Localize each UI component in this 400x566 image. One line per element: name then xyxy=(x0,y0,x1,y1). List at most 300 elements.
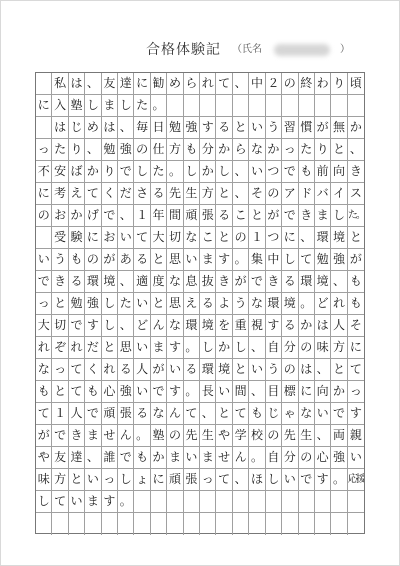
grid-cell: 中 xyxy=(249,73,265,95)
grid-cell: 強 xyxy=(118,381,134,403)
grid-cell: せ xyxy=(102,425,118,447)
grid-cell: 味 xyxy=(315,337,331,359)
grid-cell: い xyxy=(69,491,85,513)
grid-cell: 頑 xyxy=(167,469,183,491)
grid-cell: た xyxy=(151,161,167,183)
grid-cell: し xyxy=(118,469,134,491)
grid-cell: げ xyxy=(85,205,101,227)
grid-cell: そ xyxy=(348,315,364,337)
grid-cell: き xyxy=(52,271,68,293)
grid-cell: 勉 xyxy=(69,293,85,315)
grid-cell: 大 xyxy=(36,315,52,337)
grid-cell: も xyxy=(184,139,200,161)
grid-cell: す xyxy=(266,315,282,337)
grid-cell: 。 xyxy=(249,447,265,469)
grid-cell: 。 xyxy=(233,249,249,271)
grid-cell: し xyxy=(216,161,232,183)
essay-line xyxy=(36,161,364,183)
grid-cell: も xyxy=(134,447,150,469)
grid-cell: い xyxy=(249,161,265,183)
grid-cell: で xyxy=(118,161,134,183)
grid-cell: 張 xyxy=(200,205,216,227)
grid-cell: 考 xyxy=(52,183,68,205)
grid-cell: と xyxy=(216,227,232,249)
grid-cell: は xyxy=(299,359,315,381)
grid-cell: い xyxy=(348,447,364,469)
grid-cell: は xyxy=(69,73,85,95)
grid-cell: 人 xyxy=(134,359,150,381)
grid-cell: れ xyxy=(102,359,118,381)
grid-cell: て xyxy=(233,403,249,425)
grid-cell: １ xyxy=(52,403,68,425)
grid-cell: 年 xyxy=(151,205,167,227)
grid-cell: し xyxy=(331,205,347,227)
grid-cell: 両 xyxy=(331,425,347,447)
grid-cell: ま xyxy=(85,491,101,513)
grid-cell: 、 xyxy=(348,139,364,161)
grid-cell: 勧 xyxy=(151,73,167,95)
grid-cell: か xyxy=(266,139,282,161)
grid-cell: 先 xyxy=(184,425,200,447)
grid-cell: い xyxy=(216,381,232,403)
grid-cell xyxy=(151,513,167,535)
grid-cell xyxy=(315,491,331,513)
grid-cell xyxy=(282,95,298,117)
grid-cell: バ xyxy=(315,183,331,205)
grid-cell: 環 xyxy=(200,359,216,381)
grid-cell: こ xyxy=(200,227,216,249)
grid-cell: の xyxy=(266,425,282,447)
grid-cell: す xyxy=(85,315,101,337)
grid-cell xyxy=(233,491,249,513)
grid-cell: イ xyxy=(331,183,347,205)
grid-cell: れ xyxy=(69,337,85,359)
grid-cell: ま xyxy=(102,95,118,117)
grid-cell: す xyxy=(102,491,118,513)
grid-cell xyxy=(299,513,315,535)
grid-cell: 塾 xyxy=(151,425,167,447)
grid-cell xyxy=(36,73,52,95)
grid-cell: ま xyxy=(200,249,216,271)
grid-cell: す xyxy=(348,403,364,425)
grid-cell: て xyxy=(85,183,101,205)
grid-cell: 友 xyxy=(102,73,118,95)
grid-cell: て xyxy=(216,469,232,491)
grid-cell: な xyxy=(167,271,183,293)
grid-cell: だ xyxy=(85,337,101,359)
grid-cell: 毎 xyxy=(134,117,150,139)
grid-cell: う xyxy=(266,359,282,381)
grid-cell: し xyxy=(102,315,118,337)
grid-cell: よ xyxy=(216,293,232,315)
grid-cell: ゃ xyxy=(282,403,298,425)
grid-cell: 、 xyxy=(118,315,134,337)
grid-cell: し xyxy=(266,469,282,491)
grid-cell: た xyxy=(134,95,150,117)
grid-cell xyxy=(36,117,52,139)
grid-cell: 安 xyxy=(52,161,68,183)
grid-cell: 仕 xyxy=(151,139,167,161)
grid-cell: ば xyxy=(69,161,85,183)
grid-cell: る xyxy=(282,271,298,293)
grid-cell: 。 xyxy=(184,337,200,359)
grid-cell: １ xyxy=(134,205,150,227)
grid-cell: 親 xyxy=(348,425,364,447)
grid-cell: そ xyxy=(249,183,265,205)
grid-cell: 。 xyxy=(151,95,167,117)
grid-cell xyxy=(282,491,298,513)
grid-cell: で xyxy=(331,403,347,425)
grid-cell: ま xyxy=(315,205,331,227)
grid-cell: 味 xyxy=(36,469,52,491)
grid-cell: 大 xyxy=(151,227,167,249)
grid-cell: す xyxy=(216,249,232,271)
grid-cell: し xyxy=(85,95,101,117)
essay-line xyxy=(36,513,364,535)
grid-cell: つ xyxy=(266,161,282,183)
grid-cell: 自 xyxy=(266,337,282,359)
grid-cell: と xyxy=(249,205,265,227)
grid-cell: 、 xyxy=(85,139,101,161)
grid-cell: 重 xyxy=(233,315,249,337)
grid-cell: と xyxy=(102,337,118,359)
grid-cell: も xyxy=(348,271,364,293)
grid-cell: の xyxy=(299,337,315,359)
essay-line xyxy=(36,271,364,293)
essay-line xyxy=(36,205,364,227)
grid-cell: い xyxy=(184,249,200,271)
grid-cell: 終 xyxy=(299,73,315,95)
grid-cell: か xyxy=(216,139,232,161)
grid-cell: の xyxy=(282,359,298,381)
grid-cell: な xyxy=(151,403,167,425)
grid-cell: て xyxy=(52,491,68,513)
grid-cell: に xyxy=(36,183,52,205)
grid-cell xyxy=(266,491,282,513)
grid-cell: 間 xyxy=(233,381,249,403)
grid-cell: い xyxy=(184,447,200,469)
grid-cell: う xyxy=(52,249,68,271)
grid-cell: し xyxy=(134,161,150,183)
grid-cell: と xyxy=(52,381,68,403)
grid-cell xyxy=(282,513,298,535)
grid-cell: く xyxy=(102,183,118,205)
grid-cell: が xyxy=(233,271,249,293)
grid-cell xyxy=(249,491,265,513)
grid-cell: 頃 xyxy=(348,73,364,95)
page-title: 合格体験記 xyxy=(146,42,221,58)
grid-cell xyxy=(299,491,315,513)
grid-cell: ん xyxy=(118,425,134,447)
grid-cell: め xyxy=(85,117,101,139)
grid-cell: 境 xyxy=(200,315,216,337)
grid-cell: っ xyxy=(348,381,364,403)
grid-cell: て xyxy=(36,403,52,425)
grid-cell: も xyxy=(69,249,85,271)
grid-cell: し xyxy=(200,337,216,359)
grid-cell: ど xyxy=(315,293,331,315)
grid-cell: 向 xyxy=(315,381,331,403)
grid-cell: 、 xyxy=(233,469,249,491)
grid-cell: も xyxy=(348,293,364,315)
grid-cell: の xyxy=(85,249,101,271)
grid-cell: き xyxy=(266,271,282,293)
grid-cell: 。 xyxy=(118,491,134,513)
grid-cell: な xyxy=(167,315,183,337)
grid-cell: と xyxy=(233,359,249,381)
grid-cell xyxy=(52,513,68,535)
grid-cell: 先 xyxy=(282,425,298,447)
grid-cell: や xyxy=(36,447,52,469)
grid-cell: 境 xyxy=(315,271,331,293)
grid-cell: る xyxy=(184,359,200,381)
grid-cell: ほ xyxy=(249,469,265,491)
grid-cell: 学 xyxy=(233,425,249,447)
grid-cell: に xyxy=(85,227,101,249)
grid-cell: で xyxy=(85,403,101,425)
grid-cell xyxy=(200,491,216,513)
grid-cell: じ xyxy=(266,403,282,425)
grid-cell: る xyxy=(134,403,150,425)
grid-cell: ま xyxy=(85,425,101,447)
grid-cell: も xyxy=(36,381,52,403)
grid-cell: に xyxy=(282,227,298,249)
header xyxy=(0,38,400,62)
grid-cell: 間 xyxy=(167,205,183,227)
grid-cell: や xyxy=(216,425,232,447)
grid-cell: 達 xyxy=(118,73,134,95)
grid-cell: る xyxy=(118,359,134,381)
grid-cell: 方 xyxy=(52,469,68,491)
grid-cell xyxy=(216,491,232,513)
grid-cell xyxy=(118,513,134,535)
grid-cell: い xyxy=(249,117,265,139)
grid-cell: し xyxy=(36,491,52,513)
grid-cell: 、 xyxy=(200,403,216,425)
grid-cell: 人 xyxy=(331,315,347,337)
grid-cell: ょ xyxy=(134,469,150,491)
grid-cell: す xyxy=(167,381,183,403)
grid-cell: 応援 xyxy=(348,469,364,491)
grid-cell: ど xyxy=(134,315,150,337)
grid-cell: っ xyxy=(200,469,216,491)
grid-cell: 慣 xyxy=(299,117,315,139)
grid-cell: 方 xyxy=(200,183,216,205)
grid-cell: い xyxy=(315,403,331,425)
grid-cell: 入 xyxy=(52,95,68,117)
essay-line xyxy=(36,227,364,249)
grid-cell: 方 xyxy=(331,337,347,359)
grid-cell xyxy=(315,95,331,117)
essay-line xyxy=(36,315,364,337)
grid-cell: め xyxy=(167,73,183,95)
grid-cell xyxy=(249,513,265,535)
essay-line xyxy=(36,337,364,359)
grid-cell: ぞ xyxy=(52,337,68,359)
grid-cell: る xyxy=(69,271,85,293)
grid-cell: 思 xyxy=(118,337,134,359)
grid-cell: じ xyxy=(69,117,85,139)
grid-cell: と xyxy=(151,249,167,271)
grid-cell: い xyxy=(249,359,265,381)
grid-cell xyxy=(151,491,167,513)
name-close-paren: ） xyxy=(340,44,350,55)
grid-cell: 、 xyxy=(118,117,134,139)
grid-cell: し xyxy=(282,249,298,271)
grid-cell: す xyxy=(315,469,331,491)
grid-cell: し xyxy=(184,161,200,183)
grid-cell: 頑 xyxy=(102,403,118,425)
grid-cell: 、 xyxy=(233,161,249,183)
grid-cell xyxy=(315,513,331,535)
grid-cell: 標 xyxy=(282,381,298,403)
grid-cell: っ xyxy=(36,139,52,161)
grid-cell: 分 xyxy=(282,337,298,359)
grid-cell: 私 xyxy=(52,73,68,95)
grid-cell: と xyxy=(216,403,232,425)
grid-cell: 友 xyxy=(52,447,68,469)
grid-cell xyxy=(167,491,183,513)
grid-cell xyxy=(299,95,315,117)
grid-cell xyxy=(200,513,216,535)
grid-cell: １ xyxy=(249,227,265,249)
grid-cell: 、 xyxy=(315,425,331,447)
grid-cell: れ xyxy=(331,293,347,315)
grid-cell: う xyxy=(233,293,249,315)
grid-cell: る xyxy=(216,117,232,139)
grid-cell: き xyxy=(69,425,85,447)
name-label: （氏名 xyxy=(232,44,262,55)
grid-cell: つ xyxy=(266,227,282,249)
grid-cell: 、 xyxy=(85,447,101,469)
grid-cell: 視 xyxy=(249,315,265,337)
grid-cell: 強 xyxy=(331,249,347,271)
grid-cell: か xyxy=(331,381,347,403)
grid-cell: の xyxy=(266,183,282,205)
grid-cell: う xyxy=(266,117,282,139)
essay-line xyxy=(36,293,364,315)
grid-cell: と xyxy=(151,293,167,315)
grid-cell: て xyxy=(299,249,315,271)
grid-cell: て xyxy=(348,359,364,381)
grid-cell: る xyxy=(216,205,232,227)
grid-cell: も xyxy=(249,403,265,425)
grid-cell xyxy=(266,513,282,535)
grid-cell: い xyxy=(36,249,52,271)
grid-cell: で xyxy=(249,271,265,293)
grid-cell xyxy=(167,513,183,535)
grid-cell: ま xyxy=(167,447,183,469)
grid-cell: が xyxy=(315,117,331,139)
grid-cell: し xyxy=(118,95,134,117)
grid-cell: 境 xyxy=(331,227,347,249)
grid-cell: と xyxy=(331,139,347,161)
grid-cell: 目 xyxy=(266,381,282,403)
grid-cell: れ xyxy=(36,337,52,359)
grid-cell: 方 xyxy=(167,139,183,161)
grid-cell xyxy=(85,513,101,535)
grid-cell: 分 xyxy=(282,447,298,469)
grid-cell: 習 xyxy=(282,117,298,139)
grid-cell: 、 xyxy=(85,73,101,95)
grid-cell: 、 xyxy=(331,271,347,293)
grid-cell: し xyxy=(102,293,118,315)
grid-cell: な xyxy=(299,403,315,425)
grid-cell: が xyxy=(266,205,282,227)
grid-cell: 塾 xyxy=(69,95,85,117)
grid-cell: 切 xyxy=(167,227,183,249)
grid-cell: ん xyxy=(151,315,167,337)
grid-cell: で xyxy=(151,381,167,403)
grid-cell: の xyxy=(233,227,249,249)
grid-cell xyxy=(69,513,85,535)
grid-cell: 集 xyxy=(249,249,265,271)
grid-cell: の xyxy=(134,139,150,161)
grid-cell: 強 xyxy=(118,139,134,161)
grid-cell xyxy=(200,95,216,117)
grid-cell xyxy=(233,513,249,535)
grid-cell: 達 xyxy=(69,447,85,469)
grid-cell: も xyxy=(85,381,101,403)
grid-cell: 長 xyxy=(200,381,216,403)
grid-cell: で xyxy=(36,271,52,293)
grid-cell: 勉 xyxy=(102,139,118,161)
grid-cell: せ xyxy=(216,447,232,469)
grid-cell: こ xyxy=(233,205,249,227)
grid-cell: か xyxy=(216,337,232,359)
grid-cell: の xyxy=(36,205,52,227)
grid-cell: が xyxy=(102,249,118,271)
grid-cell: ら xyxy=(233,139,249,161)
grid-cell: あ xyxy=(118,249,134,271)
grid-cell: 強 xyxy=(331,447,347,469)
essay-line xyxy=(36,183,364,205)
grid-cell xyxy=(348,491,364,513)
grid-cell: ま xyxy=(151,337,167,359)
grid-cell: ア xyxy=(282,183,298,205)
grid-cell: を xyxy=(216,315,232,337)
grid-cell: 環 xyxy=(85,271,101,293)
grid-cell xyxy=(134,513,150,535)
grid-cell: 切 xyxy=(52,315,68,337)
grid-cell: 、 xyxy=(233,73,249,95)
grid-cell: い xyxy=(134,293,150,315)
grid-cell xyxy=(331,95,347,117)
grid-cell: な xyxy=(249,139,265,161)
grid-cell: と xyxy=(52,293,68,315)
grid-cell: 生 xyxy=(200,425,216,447)
grid-cell: 校 xyxy=(249,425,265,447)
essay-line xyxy=(36,425,364,447)
grid-cell xyxy=(102,513,118,535)
grid-cell: 境 xyxy=(216,359,232,381)
grid-cell: ２ xyxy=(266,73,282,95)
grid-cell: る xyxy=(200,293,216,315)
grid-cell: 。 xyxy=(331,469,347,491)
grid-cell: お xyxy=(52,205,68,227)
grid-cell xyxy=(36,227,52,249)
grid-cell: に xyxy=(134,73,150,95)
grid-cell: る xyxy=(282,315,298,337)
grid-cell xyxy=(36,513,52,535)
grid-cell: ん xyxy=(233,447,249,469)
manuscript-grid xyxy=(35,72,365,534)
grid-cell xyxy=(134,491,150,513)
grid-cell: の xyxy=(299,447,315,469)
grid-cell: い xyxy=(134,337,150,359)
grid-cell: が xyxy=(151,359,167,381)
grid-cell xyxy=(266,95,282,117)
